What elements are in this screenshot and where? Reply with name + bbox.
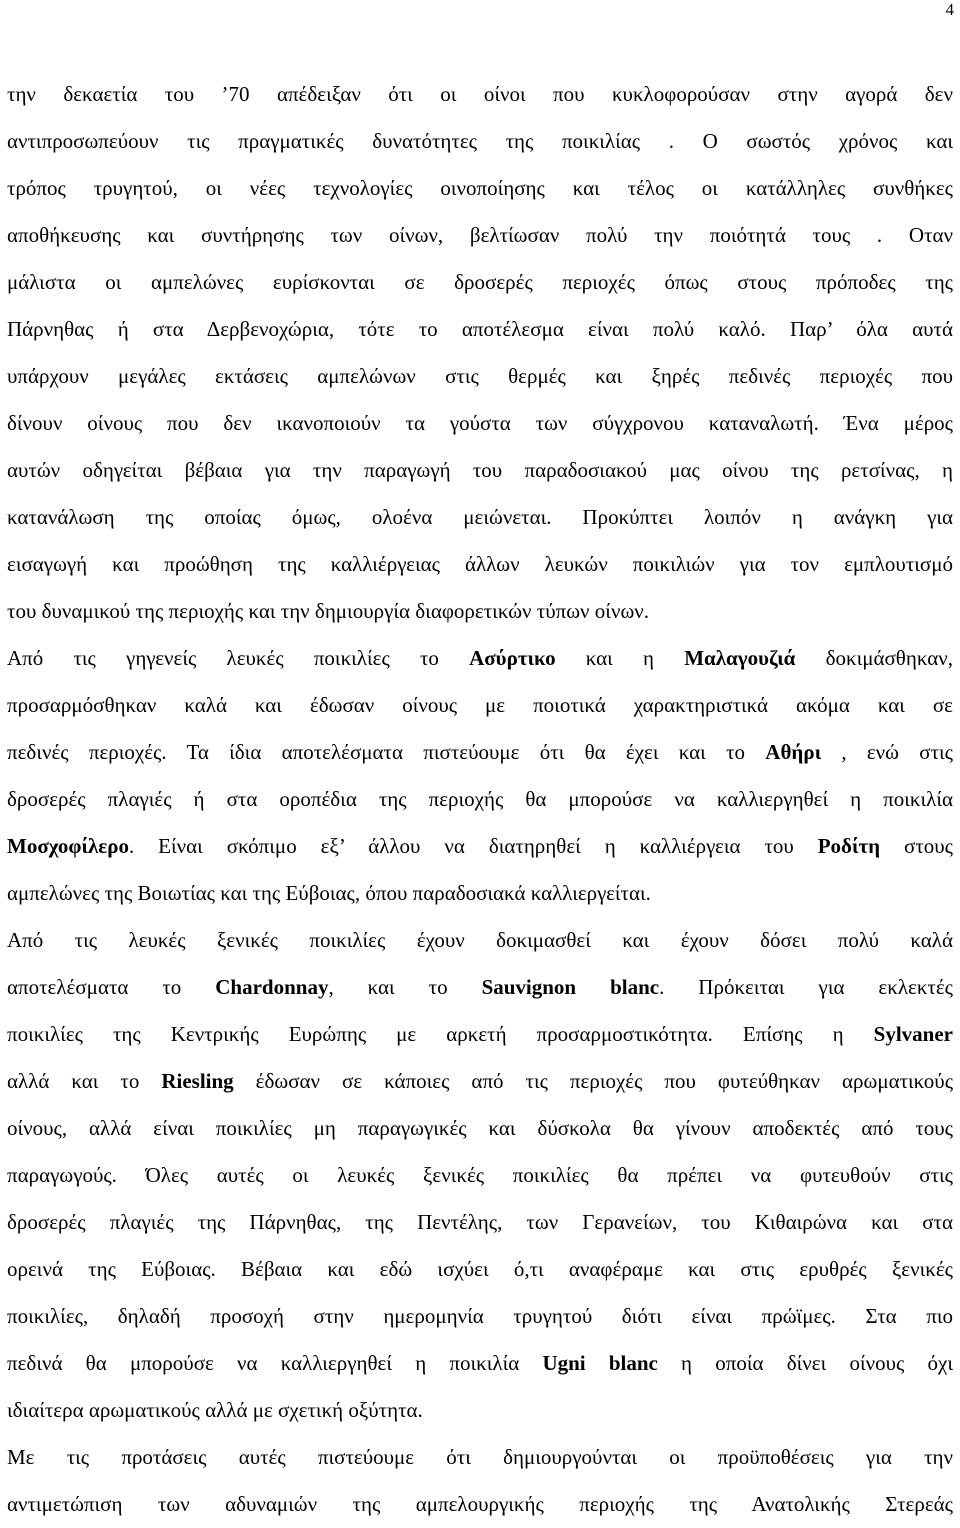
text-line <box>7 1058 953 1105</box>
bold-term: Sauvignon blanc <box>481 975 660 999</box>
text-segment: αποθήκευσης και συντήρησης των οίνων, βελτίωσαν πολύ την ποιότητά τους . Οταν <box>7 223 953 247</box>
text-line <box>7 729 953 776</box>
text-segment: αυτών οδηγείται βέβαια για την παραγωγή του παραδοσιακού μας οίνου της ρετσίνας, η <box>7 458 953 482</box>
text-segment: η οποία δίνει οίνους όχι <box>657 1351 953 1375</box>
text-line <box>7 259 953 306</box>
text-segment: δροσερές πλαγιές ή στα οροπέδια της περιοχής θα μπορούσε να καλλιεργηθεί η ποικιλία <box>7 787 953 811</box>
text-line <box>7 1011 953 1058</box>
text-segment: Από τις γηγενείς λευκές ποικιλίες το <box>7 646 470 670</box>
text-segment: αμπελώνες της Βοιωτίας και της Εύβοιας, όπου παραδοσιακά καλλιεργείται. <box>7 881 651 905</box>
bold-term: Ασύρτικο <box>469 646 556 670</box>
text-segment: προσαρμόσθηκαν καλά και έδωσαν οίνους με ποιοτικά χαρακτηριστικά ακόμα και σε <box>7 693 953 717</box>
bold-term: Μαλαγουζιά <box>684 646 796 670</box>
text-line <box>7 400 953 447</box>
bold-term: Ροδίτη <box>817 834 881 858</box>
text-line <box>7 118 953 165</box>
text-line <box>7 682 953 729</box>
text-segment: ποικιλίες της Κεντρικής Ευρώπης με αρκετή προσαρμοστικότητα. Επίσης η <box>7 1022 874 1046</box>
text-segment: αντιπροσωπεύουν τις πραγματικές δυνατότητες της ποικιλίας . Ο σωστός χρόνος και <box>7 129 953 153</box>
text-line <box>7 165 953 212</box>
text-line <box>7 1293 953 1340</box>
text-line <box>7 870 953 917</box>
bold-term: Μοσχοφίλερο <box>7 834 129 858</box>
text-line <box>7 1105 953 1152</box>
text-segment: ποικιλίες, δηλαδή προσοχή στην ημερομηνία τρυγητού διότι είναι πρώϊμες. Στα πιο <box>7 1304 953 1328</box>
text-segment: εισαγωγή και προώθηση της καλλιέργειας άλλων λευκών ποικιλιών για τον εμπλουτισμό <box>7 552 953 576</box>
bold-term: Αθήρι <box>765 740 822 764</box>
text-line <box>7 635 953 682</box>
text-line <box>7 1481 953 1528</box>
text-segment: παραγωγούς. Όλες αυτές οι λευκές ξενικές ποικιλίες θα πρέπει να φυτευθούν στις <box>7 1163 953 1187</box>
text-segment: δροσερές πλαγιές της Πάρνηθας, της Πεντέλης, των Γερανείων, του Κιθαιρώνα και στα <box>7 1210 953 1234</box>
document-body <box>7 71 953 1528</box>
text-segment: . Πρόκειται για εκλεκτές <box>659 975 953 999</box>
text-line <box>7 541 953 588</box>
text-segment: δοκιμάσθηκαν, <box>795 646 953 670</box>
text-line <box>7 1387 953 1434</box>
text-line <box>7 71 953 118</box>
text-segment: πεδινά θα μπορούσε να καλλιεργηθεί η ποικιλία <box>7 1351 543 1375</box>
text-segment: και η <box>555 646 685 670</box>
text-segment: κατανάλωση της οποίας όμως, ολοένα μειώνεται. Προκύπτει λοιπόν η ανάγκη για <box>7 505 953 529</box>
text-line <box>7 823 953 870</box>
text-line <box>7 1199 953 1246</box>
text-line <box>7 494 953 541</box>
text-segment: έδωσαν σε κάποιες από τις περιοχές που φυτεύθηκαν αρωματικούς <box>233 1069 954 1093</box>
text-segment: , ενώ στις <box>821 740 953 764</box>
text-line <box>7 1434 953 1481</box>
bold-term: Ugni blanc <box>542 1351 658 1375</box>
text-line <box>7 588 953 635</box>
text-line <box>7 353 953 400</box>
text-segment: υπάρχουν μεγάλες εκτάσεις αμπελώνων στις θερμές και ξηρές πεδινές περιοχές που <box>7 364 953 388</box>
text-line <box>7 1340 953 1387</box>
bold-term: Sylvaner <box>873 1022 953 1046</box>
text-line <box>7 964 953 1011</box>
text-line <box>7 212 953 259</box>
text-segment: πεδινές περιοχές. Τα ίδια αποτελέσματα πιστεύουμε ότι θα έχει και το <box>7 740 766 764</box>
text-line <box>7 917 953 964</box>
text-segment: οίνους, αλλά είναι ποικιλίες μη παραγωγικές και δύσκολα θα γίνουν αποδεκτές από τους <box>7 1116 953 1140</box>
text-segment: ιδιαίτερα αρωματικούς αλλά με σχετική οξύτητα. <box>7 1398 423 1422</box>
text-segment: ορεινά της Εύβοιας. Βέβαια και εδώ ισχύει ό,τι αναφέραμε και στις ερυθρές ξενικές <box>7 1257 953 1281</box>
text-segment: στους <box>880 834 953 858</box>
text-segment: Πάρνηθας ή στα Δερβενοχώρια, τότε το αποτέλεσμα είναι πολύ καλό. Παρ’ όλα αυτά <box>7 317 953 341</box>
text-segment: αποτελέσματα το <box>7 975 216 999</box>
text-line <box>7 1246 953 1293</box>
text-segment: Με τις προτάσεις αυτές πιστεύουμε ότι δημιουργούνται οι προϋποθέσεις για την <box>7 1445 953 1469</box>
text-segment: αντιμετώπιση των αδυναμιών της αμπελουργικής περιοχής της Ανατολικής Στερεάς <box>7 1492 953 1516</box>
text-segment: , και το <box>328 975 482 999</box>
text-line <box>7 306 953 353</box>
text-segment: τρόπος τρυγητού, οι νέες τεχνολογίες οινοποίησης και τέλος οι κατάλληλες συνθήκες <box>7 176 953 200</box>
text-segment: του δυναμικού της περιοχής και την δημιουργία διαφορετικών τύπων οίνων. <box>7 599 650 623</box>
text-line <box>7 776 953 823</box>
text-segment: μάλιστα οι αμπελώνες ευρίσκονται σε δροσερές περιοχές όπως στους πρόποδες της <box>7 270 953 294</box>
text-segment: δίνουν οίνους που δεν ικανοποιούν τα γούστα των σύγχρονου καταναλωτή. Ένα μέρος <box>7 411 953 435</box>
text-line <box>7 1152 953 1199</box>
text-segment: αλλά και το <box>7 1069 162 1093</box>
bold-term: Riesling <box>161 1069 234 1093</box>
text-segment: . Είναι σκόπιμο εξ’ άλλου να διατηρηθεί η καλλιέργεια του <box>128 834 818 858</box>
text-segment: Από τις λευκές ξενικές ποικιλίες έχουν δοκιμασθεί και έχουν δόσει πολύ καλά <box>7 928 953 952</box>
page-number: 4 <box>945 0 954 19</box>
text-segment: την δεκαετία του ’70 απέδειξαν ότι οι οίνοι που κυκλοφορούσαν στην αγορά δεν <box>7 82 953 106</box>
text-line <box>7 447 953 494</box>
bold-term: Chardonnay <box>215 975 329 999</box>
